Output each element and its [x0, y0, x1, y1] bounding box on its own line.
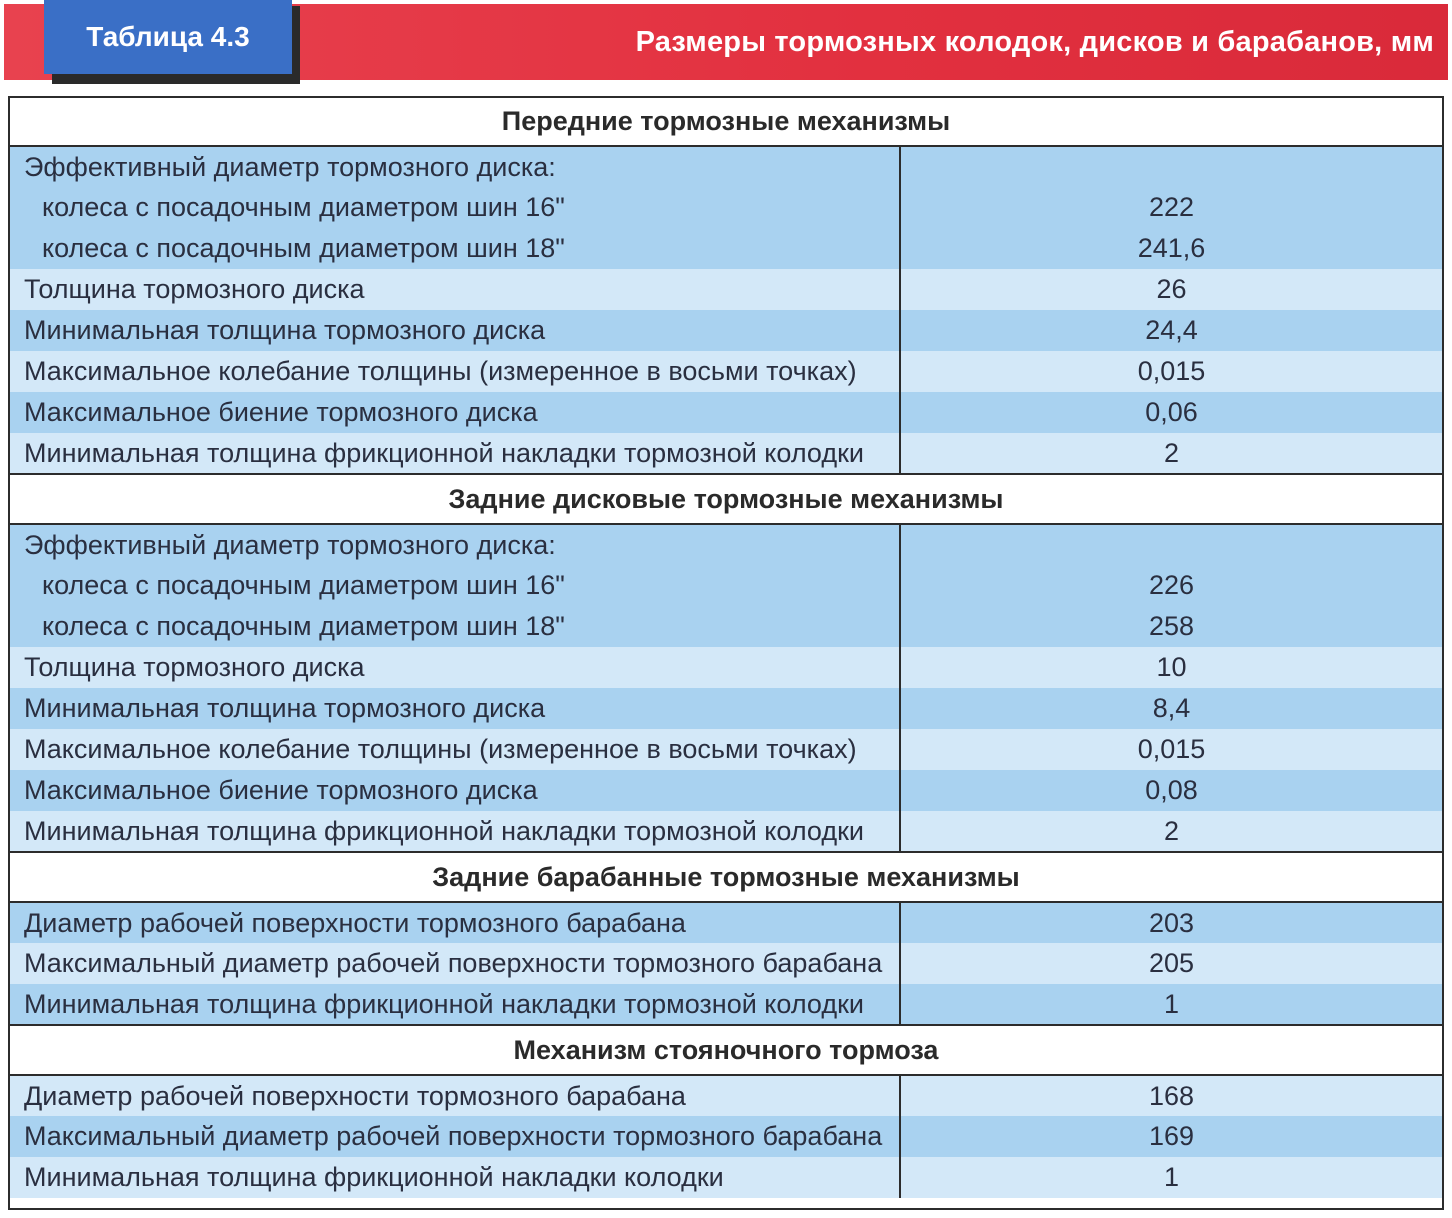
- row-value: 10: [900, 647, 1442, 688]
- row-value: 0,06: [900, 392, 1442, 433]
- row-value: 222: [900, 187, 1442, 228]
- table-row: [10, 1157, 1442, 1198]
- section-heading-row: [10, 1025, 1442, 1075]
- table-row: [10, 770, 1442, 811]
- row-label: Максимальное биение тормозного диска: [10, 770, 900, 811]
- section-heading-row: [10, 852, 1442, 902]
- table-number-label: Таблица 4.3: [44, 0, 292, 74]
- section-front: [10, 98, 1442, 474]
- row-value: 205: [900, 943, 1442, 984]
- table-row: [10, 811, 1442, 852]
- row-label: Толщина тормозного диска: [10, 269, 900, 310]
- table-row: [10, 524, 1442, 565]
- section-heading: Задние дисковые тормозные механизмы: [10, 474, 1442, 524]
- row-value: 2: [900, 433, 1442, 474]
- row-value: 8,4: [900, 688, 1442, 729]
- row-label: Максимальный диаметр рабочей поверхности тормозного барабана: [10, 943, 900, 984]
- section-heading-row: [10, 474, 1442, 524]
- row-value: 1: [900, 1157, 1442, 1198]
- row-label: колеса с посадочным диаметром шин 16": [10, 565, 900, 606]
- section-heading: Задние барабанные тормозные механизмы: [10, 852, 1442, 902]
- row-value: 169: [900, 1116, 1442, 1157]
- table-row: [10, 647, 1442, 688]
- row-value: [900, 146, 1442, 187]
- row-value: 168: [900, 1075, 1442, 1116]
- table-row: [10, 984, 1442, 1025]
- row-label: колеса с посадочным диаметром шин 18": [10, 228, 900, 269]
- spec-table: [10, 98, 1442, 1198]
- table-row: [10, 351, 1442, 392]
- table-row: [10, 146, 1442, 187]
- row-value: 2: [900, 811, 1442, 852]
- table-row: [10, 269, 1442, 310]
- table-row: [10, 187, 1442, 228]
- row-value: 0,015: [900, 351, 1442, 392]
- table-row: [10, 902, 1442, 943]
- section-heading-row: [10, 98, 1442, 146]
- row-value: 26: [900, 269, 1442, 310]
- table-row: [10, 310, 1442, 351]
- section-heading: Передние тормозные механизмы: [10, 98, 1442, 146]
- row-value: 226: [900, 565, 1442, 606]
- row-label: Максимальный диаметр рабочей поверхности тормозного барабана: [10, 1116, 900, 1157]
- row-value: [900, 524, 1442, 565]
- table-row: [10, 392, 1442, 433]
- row-label: Толщина тормозного диска: [10, 647, 900, 688]
- row-label: Максимальное биение тормозного диска: [10, 392, 900, 433]
- table-row: [10, 228, 1442, 269]
- table-row: [10, 943, 1442, 984]
- row-value: 1: [900, 984, 1442, 1025]
- table-row: [10, 729, 1442, 770]
- table-row: [10, 1075, 1442, 1116]
- table-row: [10, 565, 1442, 606]
- row-value: 241,6: [900, 228, 1442, 269]
- table-row: [10, 606, 1442, 647]
- table-row: [10, 1116, 1442, 1157]
- table-row: [10, 688, 1442, 729]
- row-label: Диаметр рабочей поверхности тормозного барабана: [10, 902, 900, 943]
- row-label: колеса с посадочным диаметром шин 18": [10, 606, 900, 647]
- row-value: 24,4: [900, 310, 1442, 351]
- section-rear-disc: [10, 474, 1442, 852]
- section-heading: Механизм стояночного тормоза: [10, 1025, 1442, 1075]
- row-label: Минимальная толщина фрикционной накладки колодки: [10, 1157, 900, 1198]
- table-row: [10, 433, 1442, 474]
- row-value: 203: [900, 902, 1442, 943]
- row-label: Минимальная толщина фрикционной накладки тормозной колодки: [10, 811, 900, 852]
- row-label: Максимальное колебание толщины (измеренное в восьми точках): [10, 351, 900, 392]
- section-parking-brake: [10, 1025, 1442, 1198]
- spec-table-frame: [8, 96, 1444, 1210]
- row-value: 0,08: [900, 770, 1442, 811]
- row-label: Минимальная толщина фрикционной накладки тормозной колодки: [10, 984, 900, 1025]
- row-label: Диаметр рабочей поверхности тормозного барабана: [10, 1075, 900, 1116]
- row-label: Эффективный диаметр тормозного диска:: [10, 524, 900, 565]
- row-value: 258: [900, 606, 1442, 647]
- row-label: Минимальная толщина тормозного диска: [10, 310, 900, 351]
- section-rear-drum: [10, 852, 1442, 1025]
- row-label: Минимальная толщина фрикционной накладки тормозной колодки: [10, 433, 900, 474]
- row-label: Минимальная толщина тормозного диска: [10, 688, 900, 729]
- table-title: Размеры тормозных колодок, дисков и барабанов, мм: [635, 26, 1434, 58]
- row-label: Максимальное колебание толщины (измеренное в восьми точках): [10, 729, 900, 770]
- row-value: 0,015: [900, 729, 1442, 770]
- row-label: колеса с посадочным диаметром шин 16": [10, 187, 900, 228]
- row-label: Эффективный диаметр тормозного диска:: [10, 146, 900, 187]
